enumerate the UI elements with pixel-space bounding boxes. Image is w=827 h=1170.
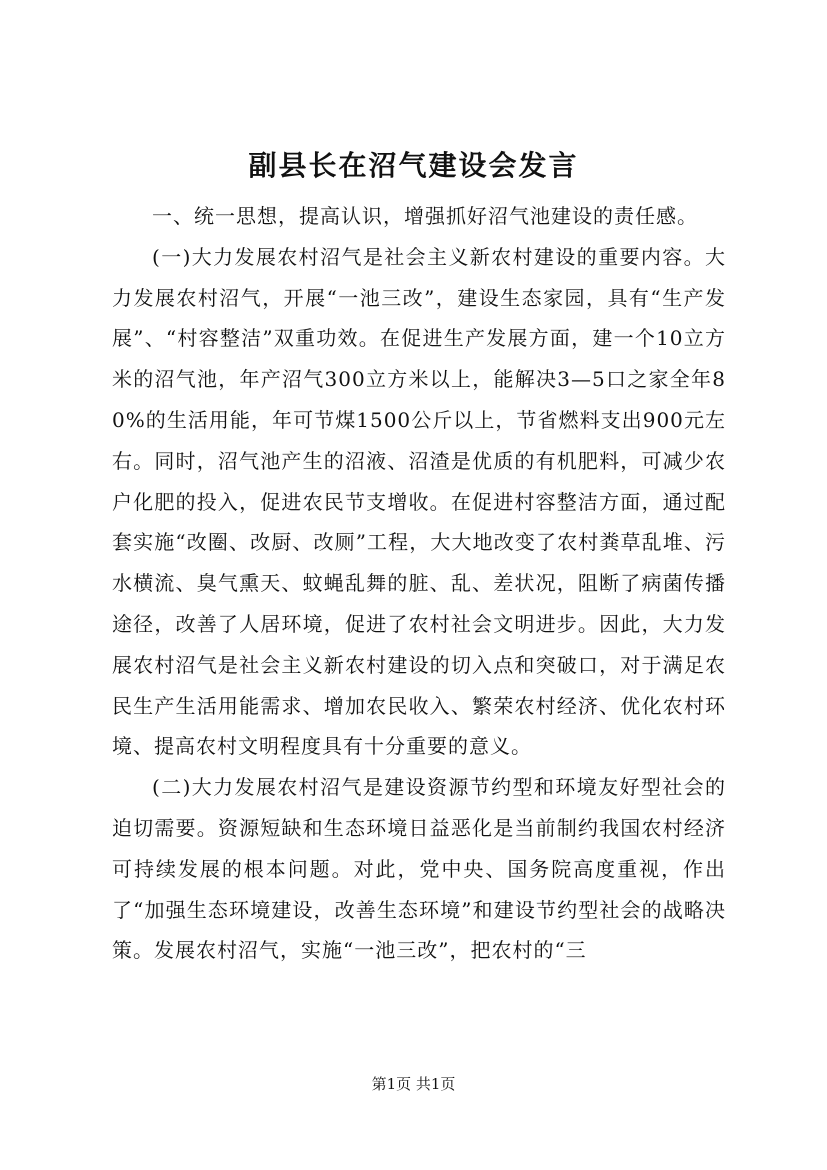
page-number-footer: 第1页 共1页 [371,1075,456,1093]
document-body [112,196,726,971]
paragraph-point-one: (一)大力发展农村沼气是社会主义新农村建设的重要内容。大力发展农村沼气，开展“一池三改”，建设生态家园，具有“生产发展”、“村容整洁”双重功效。在促进生产发展方面，建一个10立方米的沼气池，年产沼气300立方米以上，能解决3—5口之家全年80%的生活用能，年可节煤1500公斤以上，节省燃料支出900元左右。同时，沼气池产生的沼液、沼渣是优质的有机肥料，可减少农户化肥的投入，促进农民节支增收。在促进村容整洁方面，通过配套实施“改圈、改厨、改厕”工程，大大地改变了农村粪草乱堆、污水横流、臭气熏天、蚊蝇乱舞的脏、乱、差状况，阻断了病菌传播途径，改善了人居环境，促进了农村社会文明进步。因此，大力发展农村沼气是社会主义新农村建设的切入点和突破口，对于满足农民生产生活用能需求、增加农民收入、繁荣农村经济、优化农村环境、提高农村文明程度具有十分重要的意义。 [112,244,726,759]
document-title: 副县长在沼气建设会发言 [248,149,579,182]
paragraph-section-heading: 一、统一思想，提高认识，增强抓好沼气池建设的责任感。 [152,204,698,228]
paragraph-point-two: (二)大力发展农村沼气是建设资源节约型和环境友好型社会的迫切需要。资源短缺和生态环境日益恶化是当前制约我国农村经济可持续发展的根本问题。对此，党中央、国务院高度重视，作出了“加强生态环境建设，改善生态环境”和建设节约型社会的战略决策。发展农村沼气，实施“一池三改”，把农村的“三 [112,775,726,963]
